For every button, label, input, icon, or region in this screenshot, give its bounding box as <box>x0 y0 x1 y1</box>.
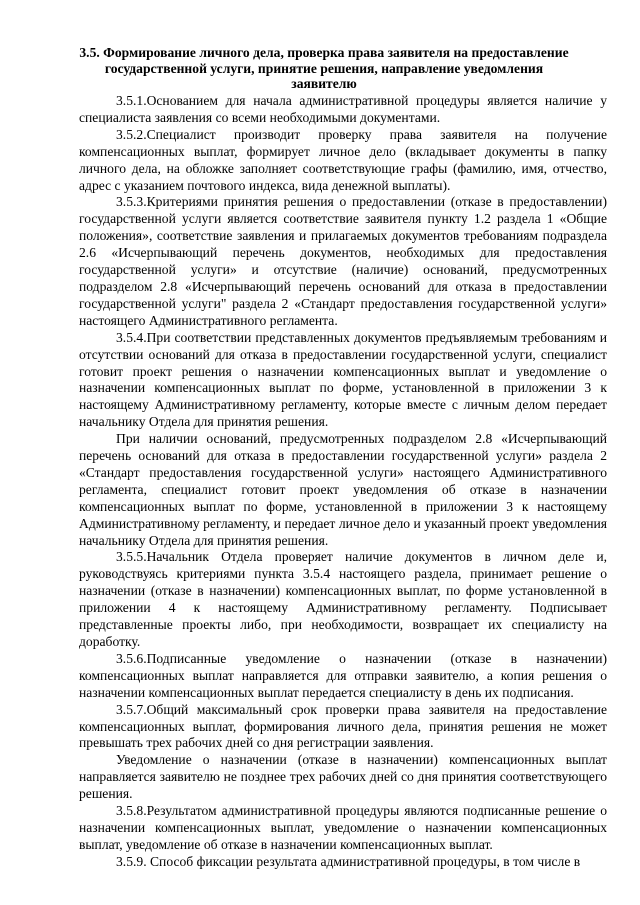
paragraph-3-5-9: 3.5.9. Способ фиксации результата административной процедуры, в том числе в <box>116 853 581 869</box>
paragraph-3-5-5: 3.5.5.Начальник Отдела проверяет наличие документов в личном деле и, руководствуясь критериями пункта 3.5.4 настоящего раздела, принимает решение о назначении (отказе в назначении) компенсационных выплат, по форме установленной в приложении 4 к настоящему Административному регламенту. Подписывает представленные проекты либо, при необходимости, возвращает их специалисту на доработку. <box>79 549 607 649</box>
paragraph-3-5-1: 3.5.1.Основанием для начала административной процедуры является наличие у специалиста заявления со всеми необходимыми документами. <box>79 93 607 125</box>
paragraph-3-5-6: 3.5.6.Подписанные уведомление о назначении (отказе в назначении) компенсационных выплат направляется для отправки заявителю, а копия решения о назначении компенсационных выплат передается специалисту в день их подписания. <box>79 650 607 700</box>
section-heading: 3.5. Формирование личного дела, проверка права заявителя на предоставление государственной услуги, принятие решения, направление уведомления заявителю <box>79 45 569 92</box>
document-body <box>79 93 607 871</box>
paragraph-3-5-7-notification: Уведомление о назначении (отказе в назначении) компенсационных выплат направляется заявителю не позднее трех рабочих дней со дня принятия соответствующего решения. <box>79 752 607 802</box>
paragraph-3-5-4: 3.5.4.При соответствии представленных документов предъявляемым требованиям и отсутствии оснований для отказа в предоставлении государственной услуги, специалист готовит проект решения о назначении компенсационных выплат и уведомление о назначении компенсационных выплат по форме, установленной в приложении 3 к настоящему Административному регламенту, которые вместе с личным делом передает начальнику Отдела для принятия решения. <box>79 329 607 430</box>
paragraph-3-5-7: 3.5.7.Общий максимальный срок проверки права заявителя на предоставление компенсационных выплат, формирования личного дела, принятия решения не может превышать трех рабочих дней со дня регистрации заявления. <box>79 701 607 751</box>
paragraph-3-5-8: 3.5.8.Результатом административной процедуры являются подписанные решение о назначении компенсационных выплат, уведомление о назначении компенсационных выплат, уведомление об отказе в назначении компенсационных выплат. <box>79 803 607 852</box>
paragraph-3-5-2: 3.5.2.Специалист производит проверку права заявителя на получение компенсационных выплат, формирует личное дело (вкладывает документы в папку личного дела, на обложке заполняет соответствующие графы (фамилию, имя, отчество, адрес с указанием почтового индекса, вида денежной выплаты). <box>79 126 607 193</box>
paragraph-3-5-3: 3.5.3.Критериями принятия решения о предоставлении (отказе в предоставлении) государственной услуги является соответствие заявителя пункту 1.2 раздела 1 «Общие положения», соответствие заявления и прилагаемых документов требованиям подраздела 2.6 «Исчерпывающий перечень документов, необходимых для предоставления государственной услуги» и отсутствие (наличие) оснований, предусмотренных подразделом 2.8 «Исчерпывающий перечень оснований для отказа в предоставлении государственной услуги" раздела 2 «Стандарт предоставления государственной услуги» настоящего Административного регламента. <box>79 194 607 328</box>
paragraph-3-5-4-refusal: При наличии оснований, предусмотренных подразделом 2.8 «Исчерпывающий перечень оснований для отказа в предоставлении государственной услуги» раздела 2 «Стандарт предоставления государственной услуги» настоящего Административного регламента, специалист готовит проект уведомления об отказе в назначении компенсационных выплат по форме, установленной в приложении 3 к настоящему Административному регламенту, и передает личное дело и указанный проект уведомления начальнику Отдела для принятия решения. <box>79 431 607 548</box>
